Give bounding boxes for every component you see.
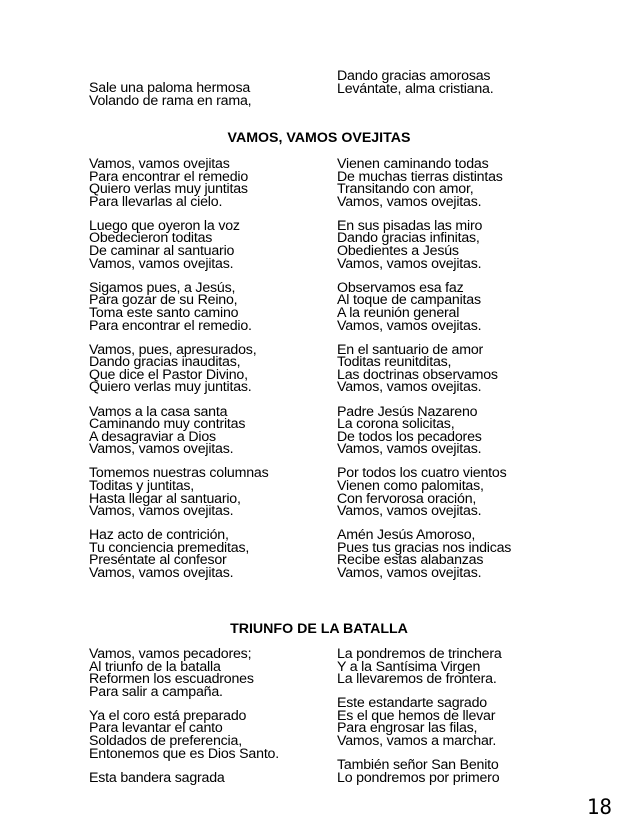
verse-line: Volando de rama en rama, xyxy=(89,92,252,109)
verse-line: Caminando muy contritas xyxy=(89,416,246,433)
verse-line: Vamos, vamos ovejitas. xyxy=(337,503,482,520)
verse-line: Hasta llegar al santuario, xyxy=(89,490,241,507)
verse-line: En el santuario de amor xyxy=(337,341,484,358)
verse-line: De todos los pecadores xyxy=(337,428,482,445)
verse-line: Luego que oyeron la voz xyxy=(89,217,240,234)
stanza xyxy=(337,279,582,334)
intro-left-column xyxy=(89,82,334,119)
section2-right-column xyxy=(337,648,582,796)
intro-right-column xyxy=(337,70,582,107)
stanza xyxy=(337,70,582,95)
verse-line: De muchas tierras distintas xyxy=(337,168,503,185)
verse-line: Recibe estas alabanzas xyxy=(337,552,484,569)
verse-line: Por todos los cuatro vientos xyxy=(337,465,507,482)
verse-line: Vamos, vamos ovejitas. xyxy=(337,193,482,210)
verse-line: En sus pisadas las miro xyxy=(337,217,483,234)
stanza xyxy=(337,158,582,208)
verse-line: Padre Jesús Nazareno xyxy=(337,403,478,420)
verse-line: La pondremos de trinchera xyxy=(337,646,502,662)
section1-left-column xyxy=(89,158,334,591)
verse-line: Entonemos que es Dios Santo. xyxy=(89,745,279,762)
stanza xyxy=(337,217,582,272)
stanza xyxy=(89,403,334,458)
stanza xyxy=(337,759,582,784)
section-title-triunfo-batalla: TRIUNFO DE LA BATALLA xyxy=(230,621,408,637)
verse-line: A la reunión general xyxy=(337,304,460,321)
verse-line: Para engrosar las filas, xyxy=(337,720,478,737)
stanza xyxy=(89,527,334,582)
verse-line: Dando gracias inauditas, xyxy=(89,354,241,371)
stanza xyxy=(89,82,334,107)
stanza xyxy=(89,158,334,208)
verse-line: Para encontrar el remedio. xyxy=(89,317,252,334)
verse-line: Transitando con amor, xyxy=(337,181,474,198)
verse-line: Vamos a la casa santa xyxy=(89,403,228,420)
stanza xyxy=(337,341,582,396)
verse-line: Quiero verlas muy juntitas xyxy=(89,181,248,198)
verse-line: La corona solicitas, xyxy=(337,416,455,433)
verse-line: Sale una paloma hermosa xyxy=(89,80,251,96)
section2-left-column xyxy=(89,648,334,796)
verse-line: Toditas y juntitas, xyxy=(89,477,195,494)
stanza xyxy=(89,279,334,334)
page-number: 18 xyxy=(586,795,612,819)
verse-line: Vamos, vamos ovejitas. xyxy=(337,317,482,334)
verse-line: También señor San Benito xyxy=(337,757,499,774)
verse-line: Que dice el Pastor Divino, xyxy=(89,366,248,383)
verse-line: Para levantar el canto xyxy=(89,720,223,737)
verse-line: Vamos, vamos ovejitas. xyxy=(89,255,234,272)
verse-line: Observamos esa faz xyxy=(337,279,464,296)
verse-line: Al triunfo de la batalla xyxy=(89,658,221,675)
verse-line: Vienen caminando todas xyxy=(337,156,489,172)
section-title-vamos-ovejitas: VAMOS, VAMOS OVEJITAS xyxy=(227,130,411,146)
verse-line: La llevaremos de frontera. xyxy=(337,671,497,688)
verse-line: Vamos, vamos ovejitas. xyxy=(89,565,234,582)
verse-line: Quiero verlas muy juntitas. xyxy=(89,379,252,396)
verse-line: Para encontrar el remedio xyxy=(89,168,249,185)
stanza xyxy=(337,527,582,582)
section1-right-column xyxy=(337,158,582,591)
verse-line: Sigamos pues, a Jesús, xyxy=(89,279,236,296)
stanza xyxy=(337,465,582,520)
verse-line: Amén Jesús Amoroso, xyxy=(337,527,476,544)
verse-line: Tu conciencia premeditas, xyxy=(89,539,250,556)
verse-line: Al toque de campanitas xyxy=(337,292,481,309)
verse-line: Obedientes a Jesús xyxy=(337,243,459,260)
verse-line: Reformen los escuadrones xyxy=(89,671,254,688)
stanza xyxy=(89,465,334,520)
verse-line: Ya el coro está preparado xyxy=(89,707,247,724)
verse-line: Para llevarlas al cielo. xyxy=(89,193,223,210)
verse-line: Haz acto de contrición, xyxy=(89,527,229,544)
verse-line: Y a la Santísima Virgen xyxy=(337,658,481,675)
stanza xyxy=(89,769,334,786)
verse-line: Con fervorosa oración, xyxy=(337,490,477,507)
verse-line: Las doctrinas observamos xyxy=(337,366,498,383)
verse-line: Vamos, vamos pecadores; xyxy=(89,646,252,662)
verse-line: De caminar al santuario xyxy=(89,243,235,260)
stanza xyxy=(89,341,334,396)
verse-line: Preséntate al confesor xyxy=(89,552,227,569)
verse-line: Obedecieron toditas xyxy=(89,230,213,247)
verse-line: Soldados de preferencia, xyxy=(89,733,242,750)
verse-line: Vienen como palomitas, xyxy=(337,477,484,494)
stanza xyxy=(89,648,334,698)
verse-line: Este estandarte sagrado xyxy=(337,695,487,712)
verse-line: Vamos, vamos ovejitas. xyxy=(89,503,234,520)
verse-line: Vamos, vamos ovejitas. xyxy=(337,441,482,458)
stanza xyxy=(89,707,334,762)
stanza xyxy=(337,648,582,686)
verse-line: Toditas reunitditas, xyxy=(337,354,452,371)
verse-line: Vamos, vamos ovejitas xyxy=(89,156,230,172)
verse-line: Vamos, vamos ovejitas. xyxy=(89,441,234,458)
verse-line: Para salir a campaña. xyxy=(89,683,223,700)
verse-line: Pues tus gracias nos indicas xyxy=(337,539,512,556)
verse-line: Vamos, vamos ovejitas. xyxy=(337,379,482,396)
verse-line: Dando gracias infinitas, xyxy=(337,230,480,247)
verse-line: Esta bandera sagrada xyxy=(89,769,225,786)
stanza xyxy=(337,403,582,458)
verse-line: Para gozar de su Reino, xyxy=(89,292,238,309)
verse-line: Levántate, alma cristiana. xyxy=(337,80,494,97)
verse-line: Lo pondremos por primero xyxy=(337,769,500,786)
verse-line: Es el que hemos de llevar xyxy=(337,707,496,724)
verse-line: A desagraviar a Dios xyxy=(89,428,216,445)
stanza xyxy=(89,217,334,272)
verse-line: Vamos, vamos ovejitas. xyxy=(337,565,482,582)
verse-line: Dando gracias amorosas xyxy=(337,68,491,84)
verse-line: Vamos, vamos ovejitas. xyxy=(337,255,482,272)
verse-line: Toma este santo camino xyxy=(89,304,239,321)
verse-line: Vamos, vamos a marchar. xyxy=(337,733,497,750)
verse-line: Vamos, pues, apresurados, xyxy=(89,341,257,358)
stanza xyxy=(337,695,582,750)
verse-line: Tomemos nuestras columnas xyxy=(89,465,269,482)
